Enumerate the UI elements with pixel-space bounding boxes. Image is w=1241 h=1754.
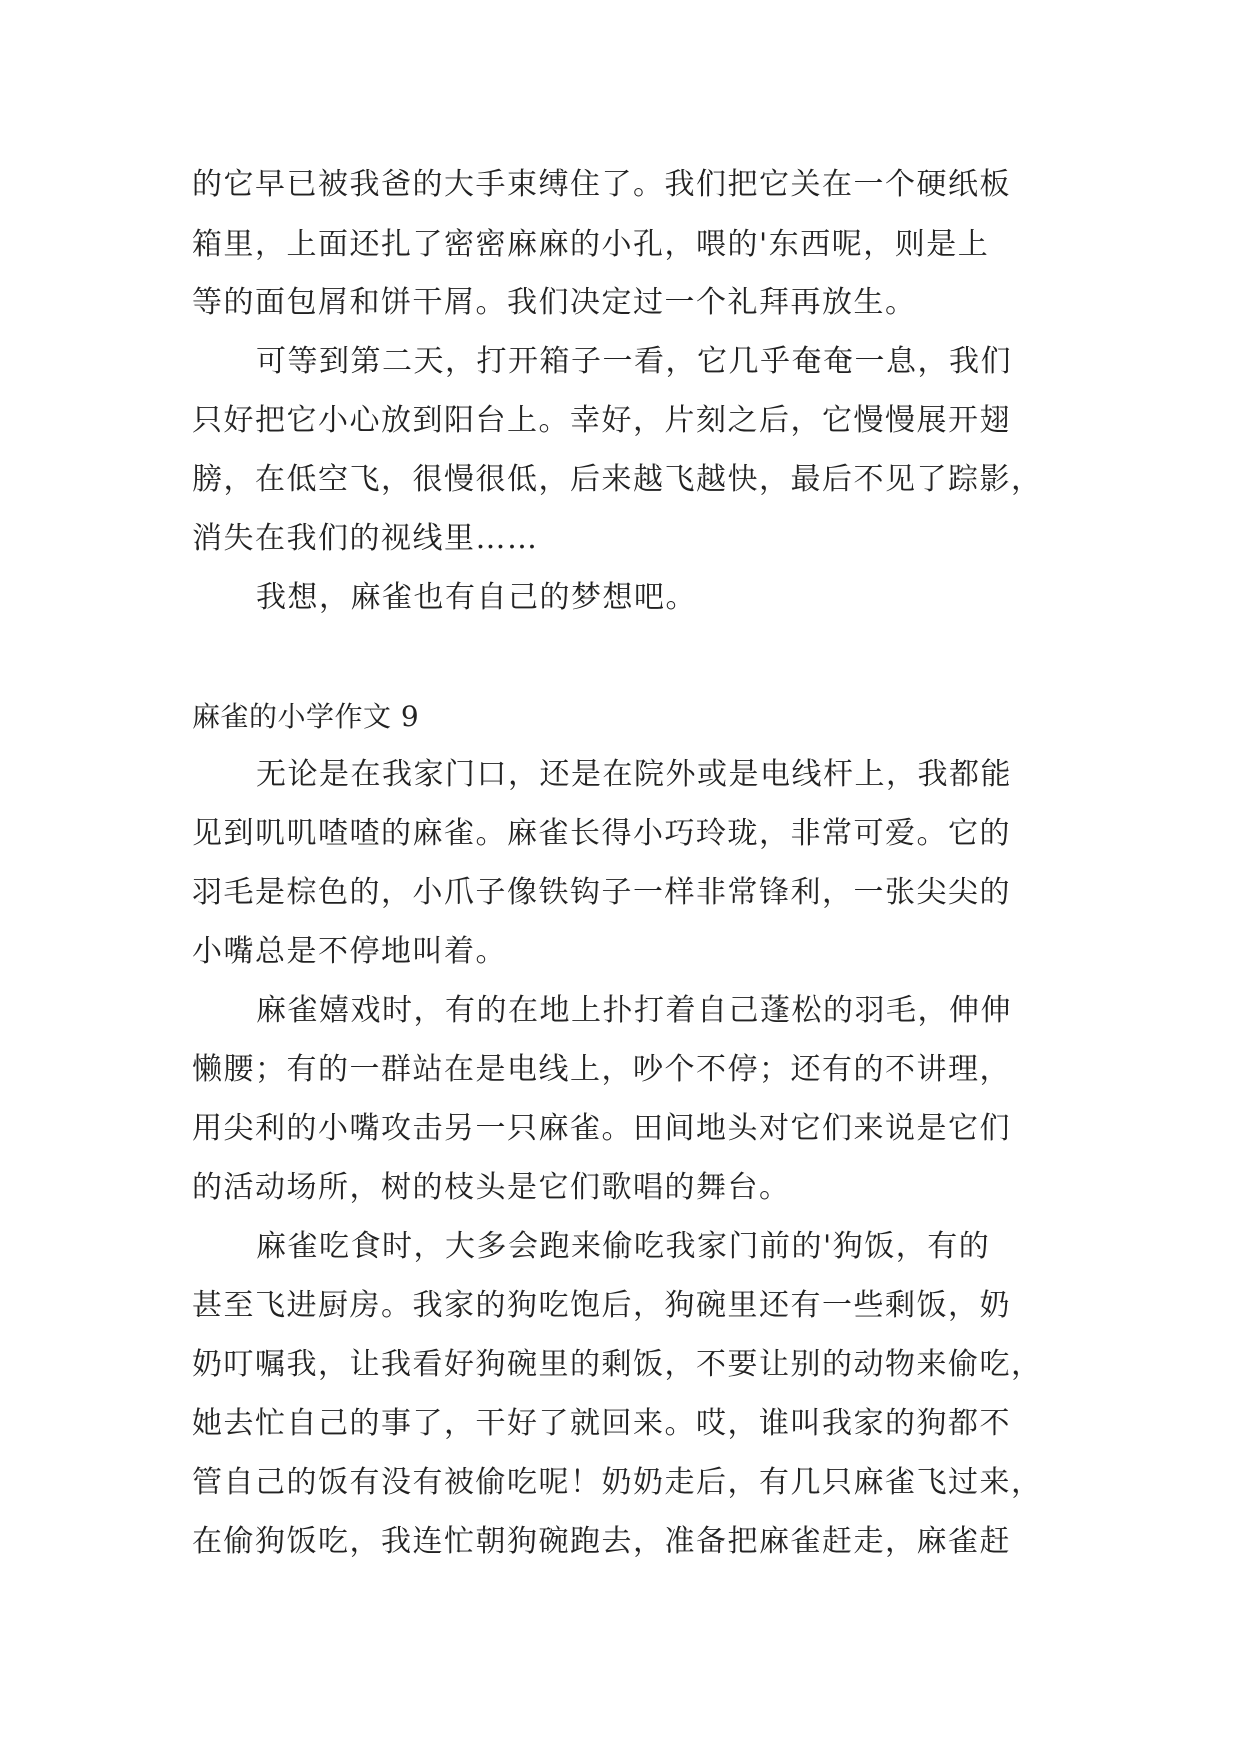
paragraph-line: 等的面包屑和饼干屑。我们决定过一个礼拜再放生。 — [192, 285, 917, 320]
paragraph-line: 的它早已被我爸的大手束缚住了。我们把它关在一个硬纸板 — [192, 167, 1011, 202]
paragraph-line: 麻雀吃食时，大多会跑来偷吃我家门前的'狗饭，有的 — [256, 1229, 991, 1264]
paragraph-line: 管自己的饭有没有被偷吃呢！奶奶走后，有几只麻雀飞过来， — [192, 1465, 1043, 1500]
paragraph-line: 消失在我们的视线里…… — [192, 521, 539, 556]
paragraph-line: 在偷狗饭吃，我连忙朝狗碗跑去，准备把麻雀赶走，麻雀赶 — [192, 1524, 1011, 1559]
paragraph-line: 我想，麻雀也有自己的梦想吧。 — [256, 580, 697, 615]
paragraph-line: 可等到第二天，打开箱子一看，它几乎奄奄一息，我们 — [256, 344, 1012, 379]
paragraph-line: 用尖利的小嘴攻击另一只麻雀。田间地头对它们来说是它们 — [192, 1111, 1011, 1146]
paragraph-line: 的活动场所，树的枝头是它们歌唱的舞台。 — [192, 1170, 791, 1205]
paragraph-line: 膀，在低空飞，很慢很低，后来越飞越快，最后不见了踪影， — [192, 462, 1043, 497]
paragraph-line: 甚至飞进厨房。我家的狗吃饱后，狗碗里还有一些剩饭，奶 — [192, 1288, 1011, 1323]
paragraph-line: 懒腰；有的一群站在是电线上，吵个不停；还有的不讲理， — [192, 1052, 1011, 1087]
paragraph-line: 只好把它小心放到阳台上。幸好，片刻之后，它慢慢展开翅 — [192, 403, 1011, 438]
paragraph-line: 麻雀嬉戏时，有的在地上扑打着自己蓬松的羽毛，伸伸 — [256, 993, 1012, 1028]
paragraph-line: 见到叽叽喳喳的麻雀。麻雀长得小巧玲珑，非常可爱。它的 — [192, 816, 1011, 851]
paragraph-line: 无论是在我家门口，还是在院外或是电线杆上，我都能 — [256, 757, 1012, 792]
section-heading: 麻雀的小学作文 9 — [192, 700, 420, 733]
paragraph-line: 小嘴总是不停地叫着。 — [192, 934, 507, 969]
paragraph-line: 她去忙自己的事了，干好了就回来。哎，谁叫我家的狗都不 — [192, 1406, 1011, 1441]
paragraph-line: 奶叮嘱我，让我看好狗碗里的剩饭，不要让别的动物来偷吃， — [192, 1347, 1043, 1382]
paragraph-line: 羽毛是棕色的，小爪子像铁钩子一样非常锋利，一张尖尖的 — [192, 875, 1011, 910]
paragraph-line: 箱里，上面还扎了密密麻麻的小孔，喂的'东西呢，则是上 — [192, 227, 990, 262]
